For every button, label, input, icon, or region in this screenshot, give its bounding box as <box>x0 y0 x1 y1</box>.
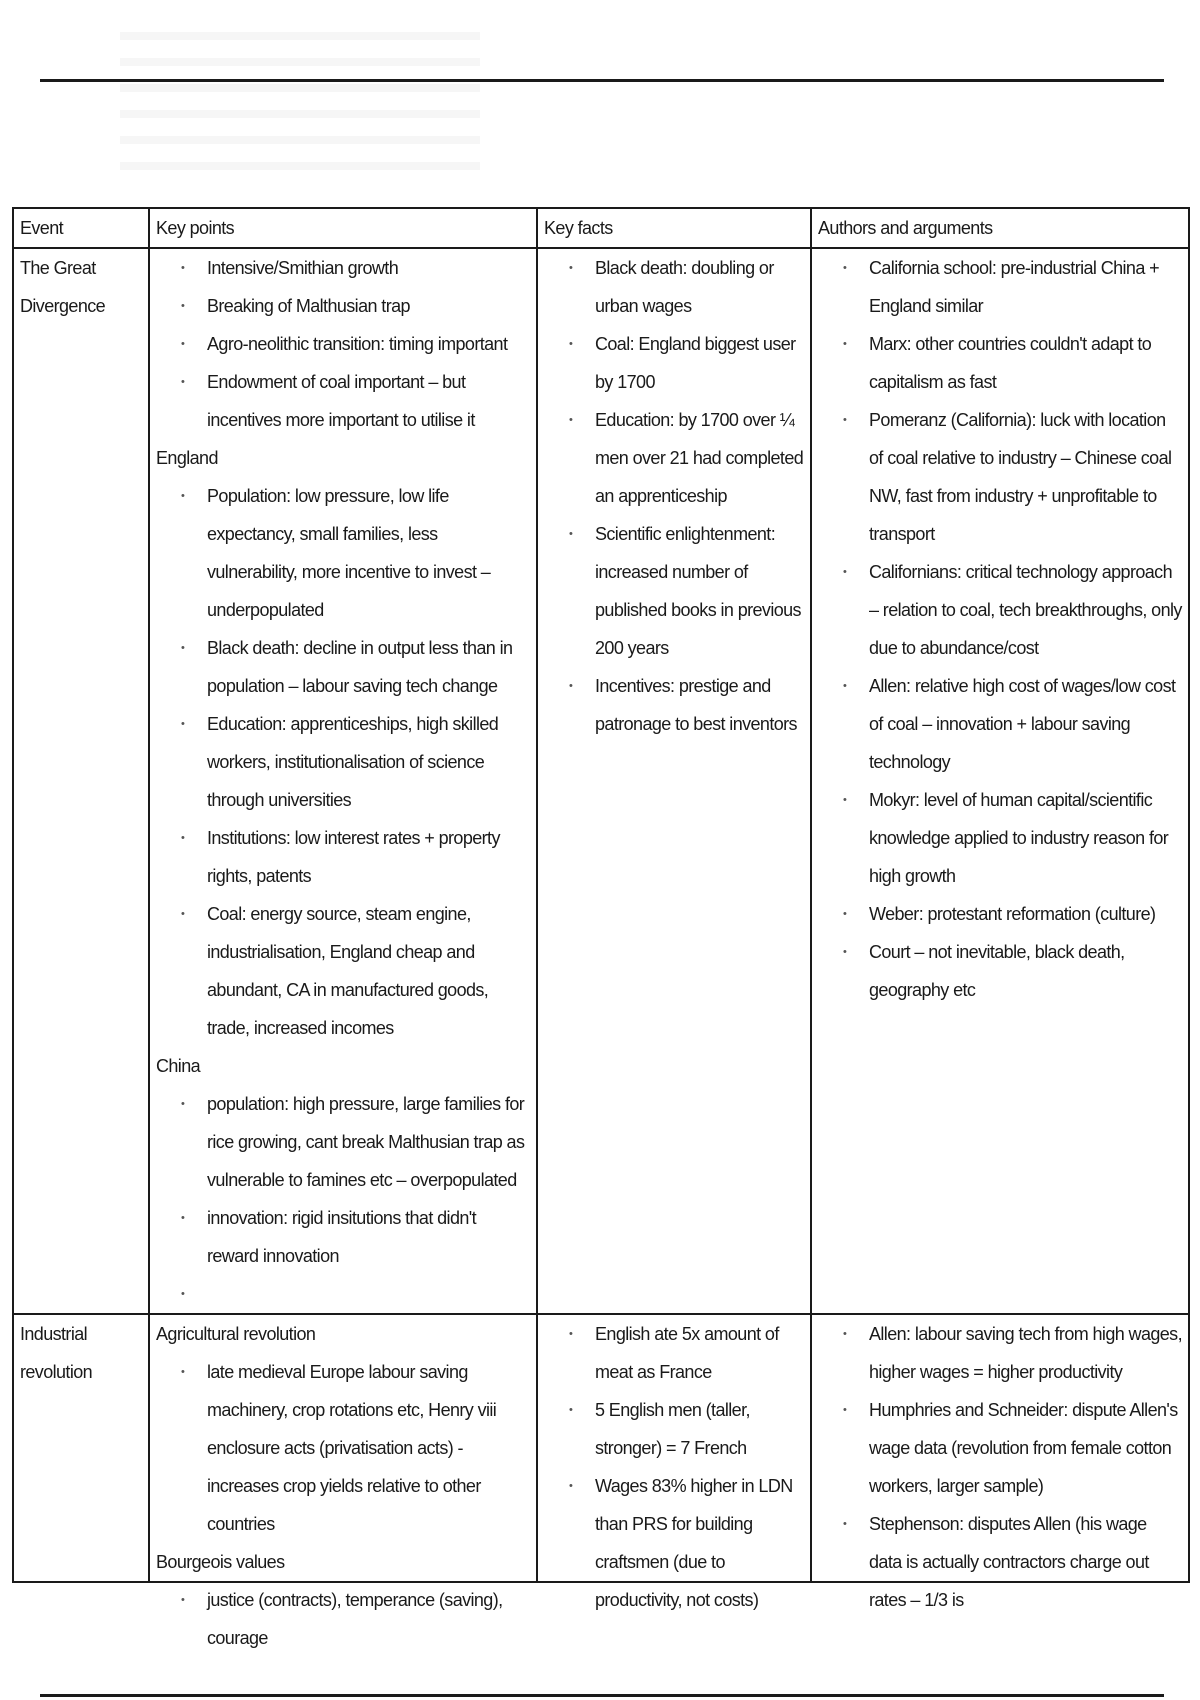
list-item: • Wages 83% higher in LDN than PRS for building craftsmen (due to productivity, not costs) <box>595 1467 804 1619</box>
list-item: • Intensive/Smithian growth <box>207 249 530 287</box>
list-item: • Black death: decline in output less than in population – labour saving tech change <box>207 629 530 705</box>
list-item: • Californians: critical technology approach – relation to coal, tech breakthroughs, only due to abundance/cost <box>869 553 1182 667</box>
header-authors: Authors and arguments <box>811 208 1189 248</box>
list-item: • Coal: energy source, steam engine, industrialisation, England cheap and abundant, CA in manufactured goods, trade, increased incomes <box>207 895 530 1047</box>
list-item: • Weber: protestant reformation (culture) <box>869 895 1182 933</box>
list-item: • Allen: labour saving tech from high wages, higher wages = higher productivity <box>869 1315 1182 1391</box>
england-list <box>156 477 530 1047</box>
list-item: • Mokyr: level of human capital/scientific knowledge applied to industry reason for high growth <box>869 781 1182 895</box>
list-item: • Stephenson: disputes Allen (his wage data is actually contractors charge out rates – 1/3 is <box>869 1505 1182 1619</box>
list-item: • justice (contracts), temperance (saving), courage <box>207 1581 530 1657</box>
empty-list-item <box>207 1275 530 1313</box>
list-item: • Breaking of Malthusian trap <box>207 287 530 325</box>
england-heading: England <box>156 448 218 468</box>
list-item: • Scientific enlightenment: increased number of published books in previous 200 years <box>595 515 804 667</box>
list-item: • Court – not inevitable, black death, geography etc <box>869 933 1182 1009</box>
list-item: • Institutions: low interest rates + property rights, patents <box>207 819 530 895</box>
key-facts-list <box>544 1315 804 1619</box>
list-item: • Endowment of coal important – but incentives more important to utilise it <box>207 363 530 439</box>
authors-cell <box>811 1314 1189 1610</box>
table-row <box>13 1314 1189 1582</box>
faded-header-text <box>120 30 480 170</box>
list-item: • late medieval Europe labour saving machinery, crop rotations etc, Henry viii enclosure acts (privatisation acts) - increases crop yields relative to other countries <box>207 1353 530 1543</box>
china-list <box>156 1085 530 1313</box>
key-facts-cell <box>537 1314 811 1610</box>
list-item: • Allen: relative high cost of wages/low cost of coal – innovation + labour saving technology <box>869 667 1182 781</box>
list-item: • Black death: doubling or urban wages <box>595 249 804 325</box>
list-item: • Population: low pressure, low life expectancy, small families, less vulnerability, more incentive to invest – underpopulated <box>207 477 530 629</box>
authors-list <box>818 249 1182 1009</box>
event-name: Industrial revolution <box>20 1324 93 1382</box>
list-item: • English ate 5x amount of meat as France <box>595 1315 804 1391</box>
list-item: • Humphries and Schneider: dispute Allen's wage data (revolution from female cotton workers, larger sample) <box>869 1391 1182 1505</box>
list-item: • California school: pre-industrial China + England similar <box>869 249 1182 325</box>
agricultural-revolution-heading: Agricultural revolution <box>156 1324 316 1344</box>
header-event: Event <box>13 208 149 248</box>
key-points-cell <box>149 248 537 1314</box>
header-key-facts: Key facts <box>537 208 811 248</box>
notes-table <box>12 207 1190 1648</box>
bottom-rule <box>40 1694 1164 1697</box>
authors-list <box>818 1315 1182 1619</box>
header-key-points: Key points <box>149 208 537 248</box>
list-item: • innovation: rigid insitutions that didn't reward innovation <box>207 1199 530 1275</box>
event-cell <box>13 1314 149 1582</box>
authors-cell <box>811 248 1189 1314</box>
bourgeois-list <box>156 1581 530 1657</box>
china-heading: China <box>156 1056 201 1076</box>
table-row <box>13 248 1189 1314</box>
agricultural-list <box>156 1353 530 1543</box>
list-item: • 5 English men (taller, stronger) = 7 French <box>595 1391 804 1467</box>
header-row <box>13 208 1189 248</box>
event-name: The Great Divergence <box>20 258 106 316</box>
list-item: • Education: apprenticeships, high skilled workers, institutionalisation of science through universities <box>207 705 530 819</box>
list-item: • Agro-neolithic transition: timing important <box>207 325 530 363</box>
list-item: • Pomeranz (California): luck with location of coal relative to industry – Chinese coal NW, fast from industry + unprofitable to transport <box>869 401 1182 553</box>
bourgeois-values-heading: Bourgeois values <box>156 1552 285 1572</box>
list-item: • population: high pressure, large families for rice growing, cant break Malthusian trap as vulnerable to famines etc – overpopulated <box>207 1085 530 1199</box>
key-points-cell <box>149 1314 537 1648</box>
key-facts-list <box>544 249 804 743</box>
list-item: • Education: by 1700 over ¼ men over 21 had completed an apprenticeship <box>595 401 804 515</box>
key-points-list <box>156 249 530 439</box>
event-cell <box>13 248 149 1314</box>
top-rule <box>40 79 1164 82</box>
list-item: • Incentives: prestige and patronage to best inventors <box>595 667 804 743</box>
key-facts-cell <box>537 248 811 1314</box>
list-item: • Coal: England biggest user by 1700 <box>595 325 804 401</box>
list-item: • Marx: other countries couldn't adapt to capitalism as fast <box>869 325 1182 401</box>
